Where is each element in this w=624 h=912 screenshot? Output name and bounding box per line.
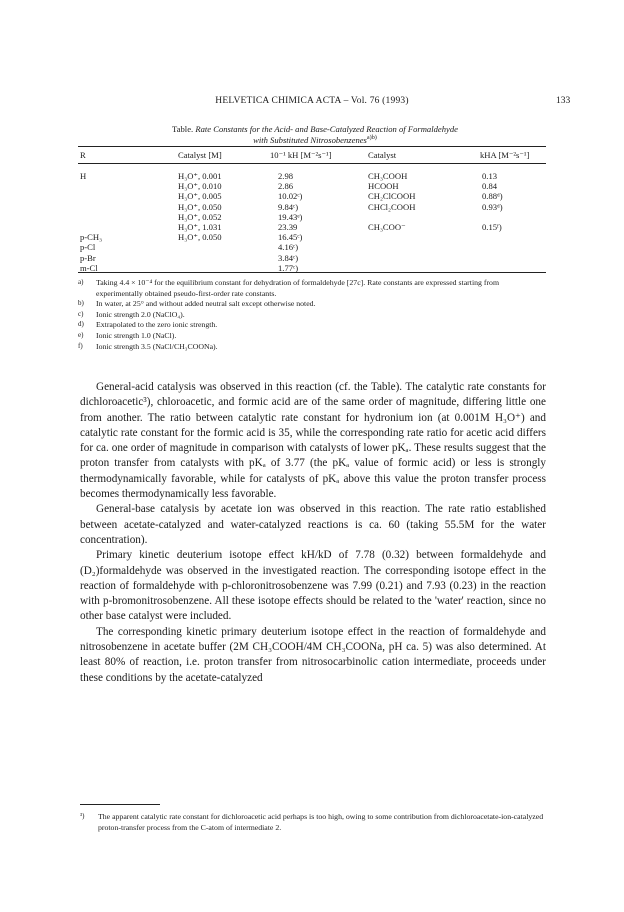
footnote-separator: [80, 804, 160, 805]
running-head: HELVETICA CHIMICA ACTA – Vol. 76 (1993): [215, 96, 409, 106]
table-footnote-mark: d): [78, 320, 84, 329]
cell-kh: 23.39: [278, 222, 298, 232]
table-footnote-mark: a): [78, 278, 84, 286]
cell-r: p-Cl: [80, 242, 96, 253]
body-paragraph: General-base catalysis by acetate ion was observed in this reaction. The rate ratio established between acetate-catalyzed and water-catalyzed reactions is ca. 60 (taking 55.5M for the water concentration).: [80, 503, 546, 546]
table-footnote-mark: f): [78, 341, 83, 350]
table-footnote: [78, 299, 546, 310]
page-footnote-mark: ³): [80, 812, 85, 820]
table-footnote: [78, 320, 546, 331]
table-footnote-text: Ionic strength 2.0 (NaClO₄).: [96, 309, 185, 319]
table-footnote-text: Extrapolated to the zero ionic strength.: [96, 320, 218, 330]
cell-r: m-Cl: [80, 262, 98, 273]
table-bottom-rule: [78, 272, 546, 273]
cell-r: H: [80, 171, 87, 181]
cell-kha: 0.93ᵈ): [482, 201, 503, 212]
cell-kh: 16.45ᶜ): [278, 232, 303, 243]
cell-catalyst1: H₃O⁺, 0.052: [178, 211, 222, 222]
table-footnotes: [78, 278, 546, 352]
cell-catalyst2: CH₂ClCOOH: [368, 191, 416, 202]
col-header-catalyst1: Catalyst [M]: [178, 150, 222, 160]
cell-kha: 0.88ᵈ): [482, 191, 503, 202]
table-footnote-text: In water, at 25° and without added neutral salt except otherwise noted.: [96, 299, 316, 309]
table-footnote-mark: b): [78, 299, 84, 308]
table-footnote-text: Ionic strength 3.5 (NaCl/CH₃COONa).: [96, 341, 218, 351]
cell-r: p-Br: [80, 252, 96, 263]
cell-kha: 0.84: [482, 181, 498, 192]
cell-kha: 0.15ᶠ): [482, 222, 502, 232]
table-top-rule: [78, 146, 546, 147]
table-caption-prefix: Table.: [172, 124, 194, 134]
cell-kh: 4.16ᶜ): [278, 242, 299, 253]
cell-catalyst2: CHCl₂COOH: [368, 201, 416, 212]
cell-kh: 9.84ᶜ): [278, 201, 299, 212]
cell-kh: 10.02ᶜ): [278, 191, 303, 202]
cell-kh: 3.84ᶜ): [278, 252, 299, 263]
table-caption-line2: with Substituted Nitrosobenzenes: [253, 135, 367, 145]
cell-catalyst1: H₃O⁺, 0.050: [178, 232, 222, 243]
table-footnote-mark: c): [78, 309, 84, 318]
cell-catalyst1: H₃O⁺, 0.050: [178, 201, 222, 212]
body-paragraph: General-acid catalysis was observed in this reaction (cf. the Table). The catalytic rate constants for dichloroacetic³), chloroacetic, and formic acid are of the same order of magnitude, differing little one from another. The ratio between catalytic rate constant for hydronium ion (at 0.001M H₃O⁺) and catalytic rate constant for the formic acid is 35, while the corresponding rate ratio for acetic acid differs for ca. one order of magnitude in comparison with catalysts of lower pKₐ. These results suggest that the proton transfer from catalysts with pKₐ of 3.77 (the pKₐ value of formic acid) or less is strongly thermodynamically favorable, while for catalysts of pKₐ above this value the proton transfer process becomes thermodynamically less favorable.: [80, 381, 546, 501]
cell-catalyst2: HCOOH: [368, 181, 399, 192]
cell-catalyst2: CH₃COO⁻: [368, 222, 406, 232]
table-footnote-mark: e): [78, 330, 84, 339]
cell-r: p-CH₃: [80, 232, 103, 243]
cell-kha: 0.13: [482, 171, 498, 181]
col-header-catalyst2: Catalyst: [368, 150, 397, 160]
table-footnote-text: Ionic strength 1.0 (NaCl).: [96, 330, 177, 340]
cell-kh: 2.86: [278, 181, 294, 192]
page-footnote-text: The apparent catalytic rate constant for dichloroacetic acid perhaps is too high, owing to some contribution from dichloroacetate-ion-catalyzed proton-transfer process from the C-atom of intermediate 2.: [98, 812, 544, 832]
table-footnote-text: Taking 4.4 × 10⁻⁴ for the equilibrium constant for dehydration of formaldehyde [27c]. Rate constants are expressed starting from experimentally obtained pseudo-first-order rate constants.: [96, 278, 500, 298]
cell-catalyst1: H₃O⁺, 0.005: [178, 191, 222, 202]
cell-catalyst2: CH₃COOH: [368, 171, 408, 181]
page-number: 133: [556, 96, 571, 106]
cell-catalyst1: H₃O⁺, 0.001: [178, 171, 222, 181]
table-footnote: [78, 278, 546, 299]
table-header-rule: [78, 163, 546, 164]
cell-kh: 2.98: [278, 171, 294, 181]
col-header-r: R: [80, 150, 86, 160]
body-paragraph: Primary kinetic deuterium isotope effect kH/kD of 7.78 (0.32) between formaldehyde and (D₂)formaldehyde was observed in the investigated reaction. The corresponding isotope effect in the reaction of formaldehyde with p-chloronitrosobenzene was 7.99 (0.21) and 7.93 (0.23) in the reaction with p-bromonitrosobenzene. All these isotope effects should be related to the 'water' reaction, since no other base catalyst were included.: [80, 549, 546, 623]
col-header-kha: kHA [M⁻²s⁻¹]: [480, 150, 530, 160]
table-caption-line1: Rate Constants for the Acid- and Base-Catalyzed Reaction of Formaldehyde: [195, 124, 458, 134]
cell-kh: 1.77ᶜ): [278, 262, 299, 273]
body-text: [80, 380, 546, 686]
body-paragraph: The corresponding kinetic primary deuterium isotope effect in the reaction of formaldehyde and nitrosobenzene in acetate buffer (2M CH₃COOH/4M CH₃COONa, pH ca. 5) was also determined. At least 80% of reaction, i.e. proton transfer from nitrosocarbinolic cation intermediate, proceeds under these conditions by the acetate-catalyzed: [80, 625, 546, 684]
page-footnote: [80, 812, 546, 833]
table-footnote: [78, 342, 546, 353]
table-caption: [100, 124, 530, 146]
table-footnote: [78, 310, 546, 321]
table-footnote: [78, 331, 546, 342]
table-caption-marks: a)b): [366, 134, 377, 142]
cell-catalyst1: H₃O⁺, 1.031: [178, 222, 222, 232]
cell-kh: 19.43ᵉ): [278, 211, 303, 222]
col-header-kh: 10⁻¹ kH [M⁻²s⁻¹]: [270, 150, 332, 160]
cell-catalyst1: H₃O⁺, 0.010: [178, 181, 222, 192]
